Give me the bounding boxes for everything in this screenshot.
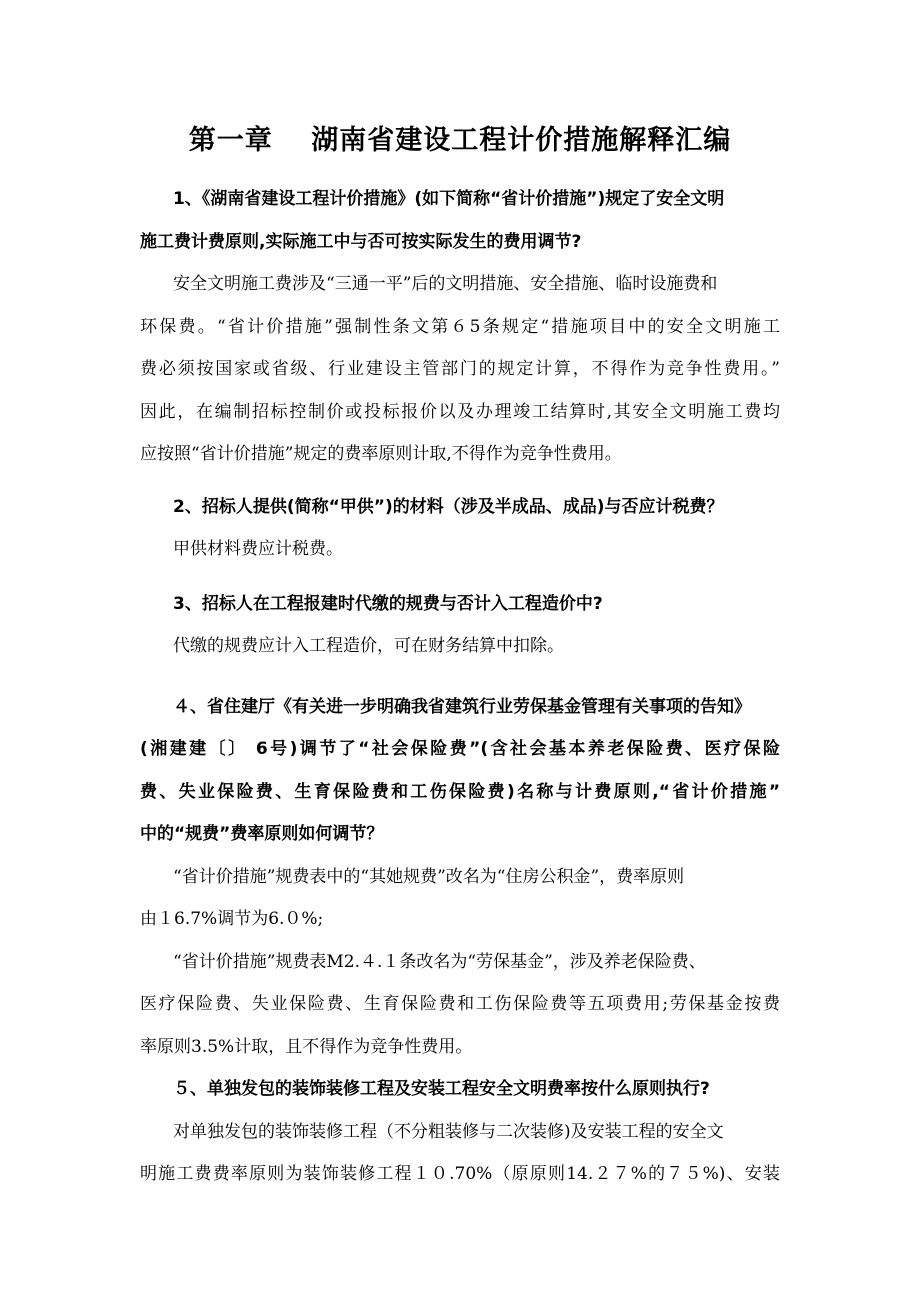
answer-4-line-2: 由１6.7%调节为6.０%; [140,909,324,929]
question-2-line-1: 2、招标人提供(简称“甲供”)的材料（涉及半成品、成品)与否应计税费？ [173,497,724,517]
answer-1-line-2: 环保费。“省计价措施”强制性条文第６5条规定“措施项目中的安全文明施工 [140,317,780,337]
question-4-line-4: 中的“规费”费率原则如何调节？ [140,824,384,844]
answer-2-line-1: 甲供材料费应计税费。 [173,539,343,559]
answer-5-line-2: 明施工费费率原则为装饰装修工程１０.70%（原原则14.２７%的７５%)、安装 [140,1164,780,1184]
question-1-line-1: 1、《湖南省建设工程计价措施》(如下简称“省计价措施”)规定了安全文明 [173,189,725,209]
answer-3-line-1: 代缴的规费应计入工程造价，可在财务结算中扣除。 [173,636,564,656]
answer-1-line-3: 费必须按国家或省级、行业建设主管部门的规定计算，不得作为竞争性费用。” [140,359,780,379]
answer-1-line-1: 安全文明施工费涉及“三通一平”后的文明措施、安全措施、临时设施费和 [173,274,718,294]
question-3-line-1: 3、招标人在工程报建时代缴的规费与否计入工程造价中? [173,594,603,614]
question-5-line-1: ５、单独发包的装饰装修工程及安装工程安全文明费率按什么原则执行? [173,1079,710,1099]
chapter-title: 第一章 湖南省建设工程计价措施解释汇编 [188,125,732,156]
answer-4-line-4: 医疗保险费、失业保险费、生育保险费和工伤保险费等五项费用;劳保基金按费 [140,994,780,1014]
answer-4-line-3: “省计价措施”规费表M2.４.１条改名为“劳保基金”，涉及养老保险费、 [173,952,706,972]
question-4-line-3: 费、失业保险费、生育保险费和工伤保险费)名称与计费原则,“省计价措施” [140,782,780,802]
answer-5-line-1: 对单独发包的装饰装修工程（不分粗装修与二次装修)及安装工程的安全文 [173,1122,724,1142]
question-1-line-2: 施工费计费原则,实际施工中与否可按实际发生的费用调节? [140,232,582,252]
answer-1-line-5: 应按照“省计价措施”规定的费率原则计取,不得作为竞争性费用。 [140,444,622,464]
answer-1-line-4: 因此，在编制招标控制价或投标报价以及办理竣工结算时,其安全文明施工费均 [140,402,780,422]
question-4-line-2: (湘建建〔〕 6号)调节了“社会保险费”(含社会基本养老保险费、医疗保险 [140,739,780,759]
answer-4-line-5: 率原则3.5%计取，且不得作为竞争性费用。 [140,1037,473,1057]
question-4-line-1: ４、省住建厅《有关进一步明确我省建筑行业劳保基金管理有关事项的告知》 [173,697,751,717]
answer-4-line-1: “省计价措施”规费表中的“其她规费”改名为“住房公积金”，费率原则 [173,867,685,887]
